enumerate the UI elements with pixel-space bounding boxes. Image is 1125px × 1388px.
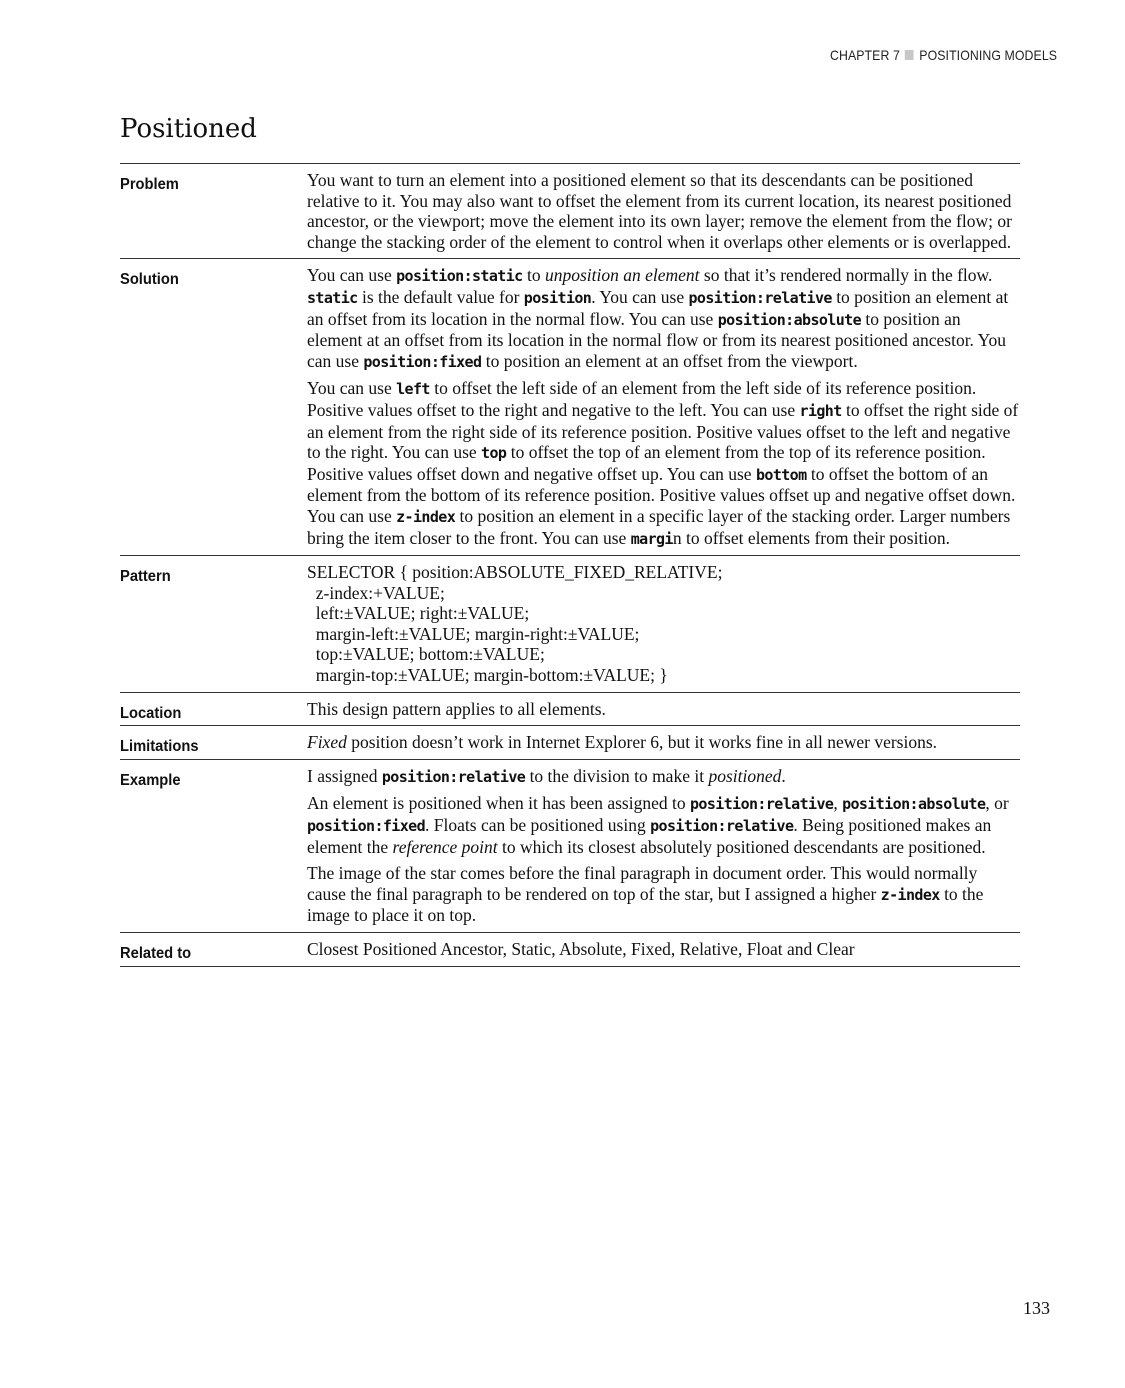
page-title: Positioned [120, 114, 257, 144]
code-term: top [481, 444, 507, 463]
text: to offset the top of an element from the top of its reference position. Positive values offset down and negative offset up. You can use [307, 442, 986, 484]
code-term: z-index [880, 885, 940, 904]
text: You can use [307, 265, 397, 286]
code-term: position:fixed [363, 352, 482, 371]
header-separator-square-icon [905, 50, 914, 60]
pattern-line: z-index:+VALUE; [307, 582, 445, 603]
row-limitations [120, 726, 1020, 760]
code-term: position:relative [688, 288, 832, 307]
code-term: z-index [396, 507, 456, 526]
code-term: position:relative [689, 795, 834, 814]
pattern-line: left:±VALUE; right:±VALUE; [307, 603, 530, 624]
text: to offset the right side of an element from the right side of its reference position. Positive values offset to the left and negative to the right. You can use [307, 399, 1019, 463]
text: to position an element at an offset from its location in the normal flow or from its nearest positioned ancestor. You can use [307, 308, 1007, 371]
text: . Floats can be positioned using [425, 815, 651, 836]
pattern-line: margin-top:±VALUE; margin-bottom:±VALUE; } [307, 665, 668, 686]
row-pattern [120, 556, 1020, 693]
problem-text: You want to turn an element into a positioned element so that its descendants can be positioned relative to it. You may also want to offset the element from its current location, its nearest positioned ancestor, or the viewport; move the element into its own layer; remove the element from the flow; or change the stacking order of the element to control when it overlaps other elements or is overlapped. [307, 170, 1012, 252]
text: to position an element at an offset from the viewport. [481, 350, 858, 371]
row-body-location [307, 693, 1020, 726]
row-label-example: Example [120, 771, 181, 789]
code-term: static [307, 288, 358, 307]
example-paragraph-1 [307, 766, 1020, 788]
code-term: position:fixed [307, 817, 426, 836]
text: to the division to make it [525, 765, 709, 786]
section-label: POSITIONING MODELS [919, 47, 1057, 63]
code-term: margi [630, 529, 673, 548]
code-term: position:relative [381, 767, 526, 786]
row-body-problem [307, 164, 1020, 258]
row-body-pattern [307, 556, 1020, 692]
text: n to offset elements from their position. [672, 527, 951, 548]
row-label-location: Location [120, 704, 182, 722]
text: is the default value for [357, 286, 524, 307]
text: to the image to place it on top. [307, 883, 984, 926]
location-text: This design pattern applies to all elements. [307, 698, 606, 719]
running-header [830, 47, 1057, 63]
emphasis: positioned [708, 765, 782, 786]
text: You can use [307, 378, 397, 399]
code-term: position:absolute [717, 310, 862, 329]
code-term: left [396, 380, 430, 399]
pattern-line: margin-left:±VALUE; margin-right:±VALUE; [307, 623, 640, 644]
row-body-example [307, 760, 1020, 932]
code-term: position:static [396, 267, 523, 286]
text: to position an element at an offset from its location in the normal flow. You can use [307, 286, 1009, 329]
text: . [781, 765, 786, 786]
pattern-table [120, 163, 1020, 967]
text: to which its closest absolutely positioned descendants are positioned. [497, 836, 986, 857]
row-related [120, 933, 1020, 967]
emphasis: reference point [392, 836, 498, 857]
row-label-pattern: Pattern [120, 568, 171, 586]
text: , or [985, 793, 1009, 814]
solution-paragraph-1 [307, 265, 1020, 372]
row-body-limitations [307, 726, 1020, 759]
row-body-related [307, 933, 1020, 966]
example-paragraph-3 [307, 863, 1020, 926]
row-location [120, 693, 1020, 727]
row-example [120, 760, 1020, 933]
row-body-solution [307, 259, 1020, 555]
text: . You can use [591, 286, 689, 307]
code-term: position:absolute [842, 795, 986, 814]
solution-paragraph-2 [307, 378, 1020, 549]
related-text: Closest Positioned Ancestor, Static, Absolute, Fixed, Relative, Float and Clear [307, 939, 855, 959]
row-label-problem: Problem [120, 176, 179, 193]
text: . Being positioned makes an element the [307, 815, 992, 857]
row-problem [120, 164, 1020, 259]
text: so that it’s rendered normally in the flow. [699, 265, 993, 286]
page-number: 133 [1023, 1298, 1050, 1318]
row-solution [120, 259, 1020, 556]
emphasis: unposition an element [544, 265, 700, 286]
text: I assigned [307, 765, 382, 786]
row-label-limitations: Limitations [120, 738, 199, 756]
code-term: right [799, 401, 842, 420]
example-paragraph-2 [307, 793, 1020, 857]
code-term: position:relative [650, 817, 794, 836]
text: to position an element in a specific layer of the stacking order. Larger numbers bring the item closer to the front. You can use [307, 505, 1011, 548]
row-label-solution: Solution [120, 271, 179, 289]
text: position doesn’t work in Internet Explorer 6, but it works fine in all newer versions. [346, 732, 938, 753]
text: to offset the bottom of an element from the bottom of its reference position. Positive values offset up and negative offset down. You can use [307, 463, 1016, 526]
row-label-related: Related to [120, 945, 192, 962]
limitations-text [307, 732, 1020, 753]
text: to offset the left side of an element from the left side of its reference position. Positive values offset to the right and negative to the left. You can use [307, 378, 977, 420]
text: The image of the star comes before the final paragraph in document order. This would normally cause the final paragraph to be rendered on top of the star, but I assigned a higher [307, 863, 978, 904]
pattern-line: SELECTOR { position:ABSOLUTE_FIXED_RELATIVE; [307, 562, 723, 583]
pattern-line: top:±VALUE; bottom:±VALUE; [307, 644, 545, 665]
text: An element is positioned when it has been assigned to [307, 793, 690, 814]
code-term: position [523, 288, 592, 307]
code-term: bottom [755, 465, 807, 484]
text: , [833, 793, 843, 814]
text: to [522, 265, 545, 286]
chapter-label: CHAPTER 7 [829, 47, 900, 63]
emphasis: Fixed [307, 732, 347, 753]
